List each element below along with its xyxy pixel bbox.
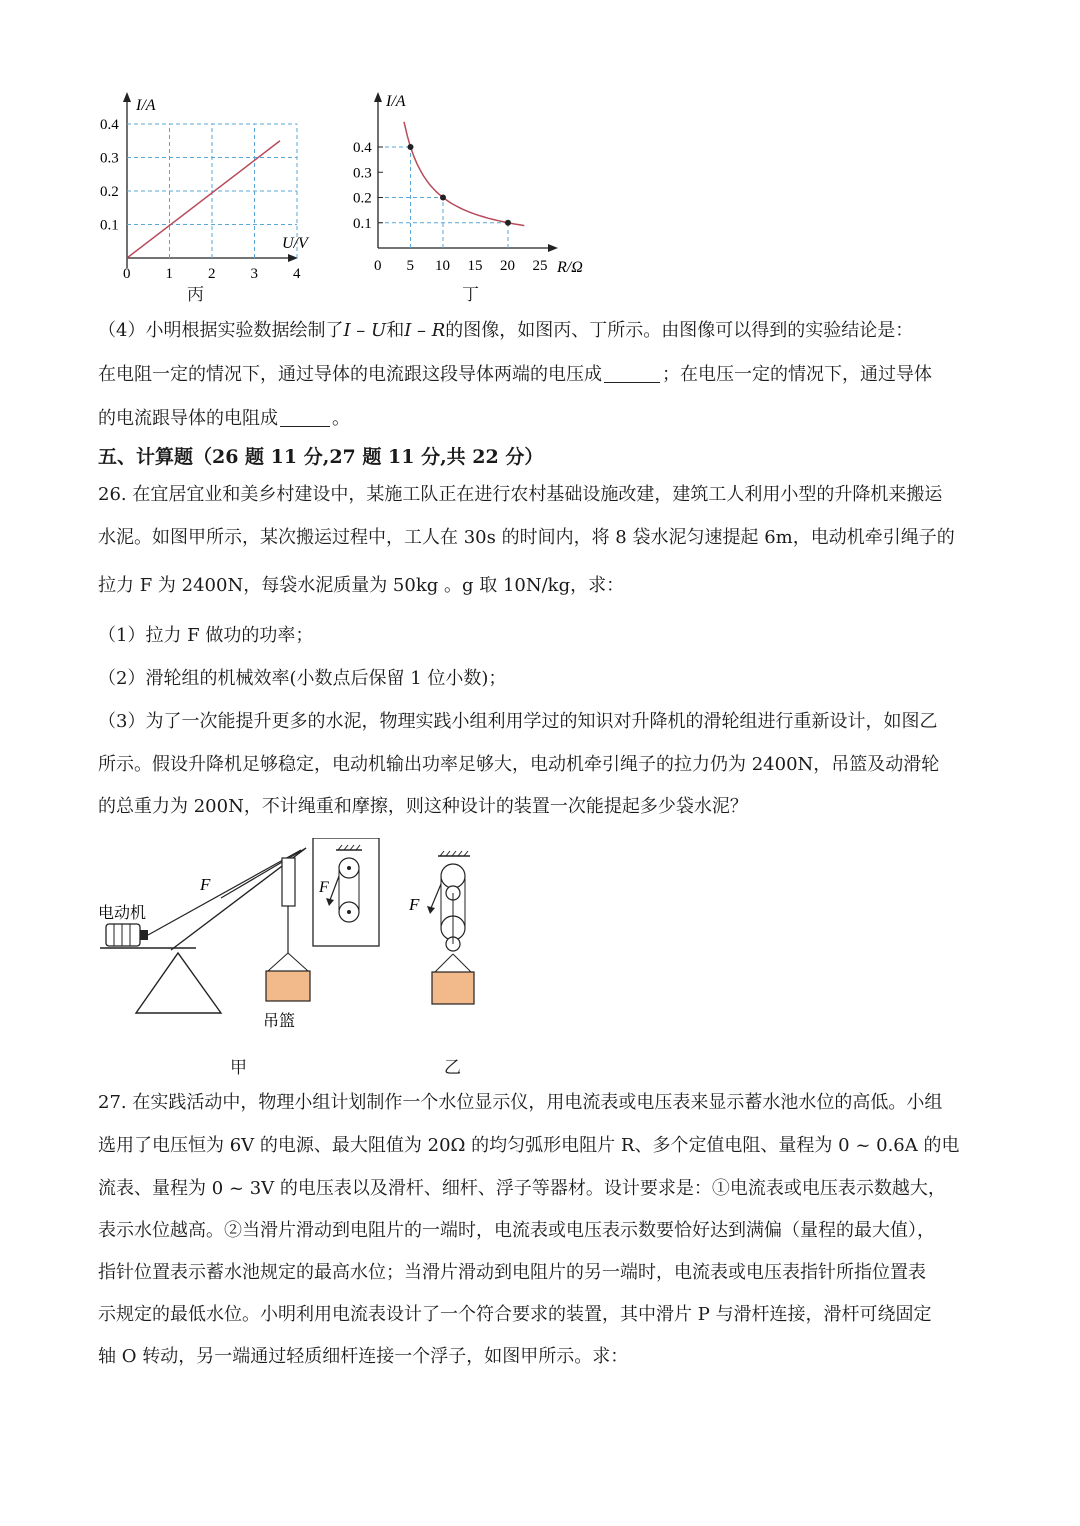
data-point — [505, 220, 511, 226]
x-tick-label: 20 — [500, 258, 515, 274]
basket-sling — [268, 953, 288, 971]
x-tick-label: 0 — [123, 266, 131, 282]
x-tick-label: 2 — [208, 266, 216, 282]
x-tick-label: 1 — [165, 266, 173, 282]
support-triangle — [136, 953, 221, 1013]
q27-line-3: 流表、量程为 0 ~ 3V 的电压表以及滑杆、细杆、浮子等器材。设计要求是：①电流表或电压表示数越大， — [98, 1178, 946, 1199]
q26-sub-3-line-1: （3）为了一次能提升更多的水泥，物理实践小组利用学过的知识对升降机的滑轮组进行重新设计，如图乙 — [98, 711, 938, 732]
graph-bing — [90, 88, 330, 288]
q27-line-2: 选用了电压恒为 6V 的电源、最大阻值为 20Ω 的均匀弧形电阻片 R、多个定值电阻、量程为 0 ~ 0.6A 的电 — [98, 1135, 960, 1156]
caption-ding: 丁 — [462, 285, 479, 305]
q26-line-1: 26. 在宜居宜业和美乡村建设中，某施工队正在进行农村基础设施改建，建筑工人利用小型的升降机来搬运 — [98, 484, 943, 505]
q27-line-4: 表示水位越高。②当滑片滑动到电阻片的一端时，电流表或电压表示数要恰好达到满偏（量程的最大值）， — [98, 1220, 935, 1241]
answer-blank-2[interactable] — [280, 408, 330, 427]
q26-sub-3-line-3: 的总重力为 200N，不计绳重和摩擦，则这种设计的装置一次能提起多少袋水泥？ — [98, 796, 748, 817]
x-tick-label: 10 — [435, 258, 450, 274]
y-axis-arrow — [374, 92, 382, 102]
q26-line-2: 水泥。如图甲所示，某次搬运过程中，工人在 30s 的时间内，将 8 袋水泥匀速提起 6m，电动机牵引绳子的 — [98, 527, 955, 548]
basket-sling — [288, 953, 308, 971]
x-tick-label: 25 — [532, 258, 548, 274]
y-tick-label: 0.1 — [100, 217, 119, 234]
pull-arrow-head — [427, 906, 435, 914]
data-point — [440, 195, 446, 201]
graph-ding — [345, 88, 605, 288]
force-label: F — [409, 895, 420, 914]
x-tick-label: 0 — [374, 258, 382, 274]
y-tick-labels — [100, 117, 119, 234]
data-points — [408, 144, 512, 226]
motor-label: 电动机 — [98, 903, 147, 922]
basket — [266, 971, 310, 1001]
q27-line-6: 示规定的最低水位。小明利用电流表设计了一个符合要求的装置，其中滑片 P 与滑杆连接，滑杆可绕固定 — [98, 1304, 932, 1325]
q26-sub-1: （1）拉力 F 做功的功率； — [98, 625, 314, 646]
q27-line-7: 轴 O 转动，另一端通过轻质细杆连接一个浮子，如图甲所示。求： — [98, 1346, 629, 1367]
x-axis-arrow — [548, 244, 558, 252]
q4-line-3: 的电流跟导体的电阻成 。 — [98, 408, 350, 429]
motor-shaft — [140, 930, 148, 940]
inset-pulley-axle — [347, 910, 351, 914]
data-point — [408, 144, 414, 150]
q4-line-2: 在电阻一定的情况下，通过导体的电流跟这段导体两端的电压成 ；在电压一定的情况下，通过导体 — [98, 364, 932, 385]
y-tick-label: 0.1 — [353, 215, 372, 232]
caption-yi: 乙 — [444, 1058, 461, 1078]
force-label: F — [200, 875, 211, 894]
y-tick-label: 0.4 — [100, 117, 119, 133]
q26-line-3: 拉力 F 为 2400N，每袋水泥质量为 50kg 。g 取 10N/kg，求： — [98, 575, 625, 596]
x-axis-label: R/Ω — [557, 259, 583, 276]
y-tick-label: 0.3 — [353, 165, 372, 182]
y-tick-label: 0.4 — [353, 140, 372, 156]
x-tick-labels — [374, 258, 548, 274]
q26-sub-2: （2）滑轮组的机械效率(小数点后保留 1 位小数)； — [98, 668, 507, 689]
rope-to-motor — [148, 850, 301, 935]
x-tick-labels — [123, 266, 301, 282]
x-tick-label: 5 — [406, 258, 414, 274]
caption-bing: 丙 — [187, 285, 204, 305]
fixed-pulley-large — [441, 864, 465, 888]
pull-arrow — [431, 884, 441, 908]
inset-force-label: F — [319, 879, 329, 896]
caption-jia: 甲 — [230, 1058, 247, 1078]
figure-jia — [96, 838, 396, 1038]
x-tick-label: 4 — [293, 266, 301, 282]
answer-blank-1[interactable] — [604, 364, 660, 383]
y-axis-label: I/A — [136, 97, 156, 114]
basket-sling — [453, 954, 471, 972]
basket — [432, 972, 474, 1004]
q27-line-5: 指针位置表示蓄水池规定的最高水位；当滑片滑动到电阻片的另一端时，电流表或电压表指针所指位置表 — [98, 1262, 926, 1283]
pulley-block — [282, 858, 295, 906]
section-heading: 五、计算题（26 题 11 分,27 题 11 分,共 22 分） — [98, 446, 544, 468]
y-axis-arrow — [123, 92, 131, 102]
y-axis-label: I/A — [386, 93, 406, 110]
y-tick-label: 0.3 — [100, 150, 119, 167]
y-tick-label: 0.2 — [100, 184, 119, 200]
x-axis-label: U/V — [282, 235, 308, 252]
x-tick-label: 15 — [467, 258, 483, 274]
motor-body — [106, 924, 140, 946]
q26-sub-3-line-2: 所示。假设升降机足够稳定，电动机输出功率足够大，电动机牵引绳子的拉力仍为 2400N，吊篮及动滑轮 — [98, 754, 940, 775]
basket-sling — [435, 954, 453, 972]
data-curve — [404, 122, 524, 226]
y-tick-label: 0.2 — [353, 190, 372, 207]
q27-line-1: 27. 在实践活动中，物理小组计划制作一个水位显示仪，用电流表或电压表来显示蓄水池水位的高低。小组 — [98, 1092, 943, 1113]
x-tick-label: 3 — [250, 266, 258, 282]
data-line — [127, 141, 280, 258]
basket-label: 吊篮 — [263, 1011, 296, 1030]
q4-line-1: （4）小明根据实验数据绘制了I – U和I – R的图像，如图丙、丁所示。由图像可以得到的实验结论是： — [98, 320, 914, 341]
figure-yi — [405, 846, 495, 1016]
inset-pulley-axle — [347, 866, 351, 870]
